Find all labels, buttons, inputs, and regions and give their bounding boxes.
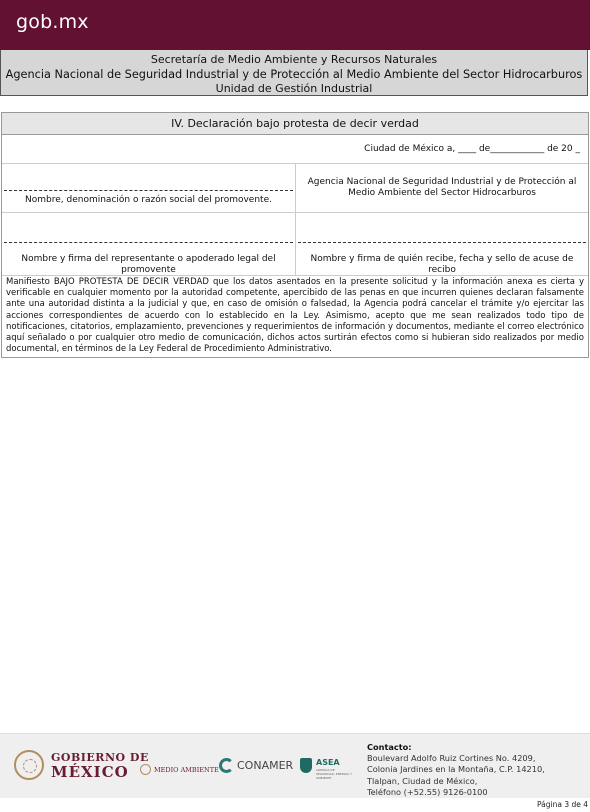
manifest-paragraph: Manifiesto BAJO PROTESTA DE DECIR VERDAD que los datos asentados en la presente solicitud y la información anexa es cierta y verificable en cualquier momento por la autoridad competente, apercibido de las penas en que incurren quienes declaran falsamente ante una autoridad distinta a la judicial y que, en caso de omisión o falsedad, la Agencia podrá cancelar el trámite y/o ejercitar las acciones correspondientes de acuerdo con lo establecido en la Ley. Asimismo, acepto que me sean realizados todo tipo de notificaciones, citatorios, emplazamiento, prevenciones y requerimientos de información y documentos, mediante el correo electrónico aquí señalado o por cualquier otro medio de comunicación, dichos actos surtirán efectos como si hubieran sido realizados por medio documental, en términos de la Ley Federal de Procedimiento Administrativo. (6, 277, 584, 355)
promovente-caption: Nombre, denominación o razón social del promovente. (25, 195, 272, 205)
agency-box-cell (296, 164, 588, 212)
promovente-signature-line (4, 190, 293, 191)
agency-header (0, 50, 588, 96)
receptor-caption: Nombre y firma de quién recibe, fecha y sello de acuse de recibo (310, 254, 574, 275)
contact-address-line3: Tlalpan, Ciudad de México, (367, 775, 478, 786)
conamer-logo (219, 758, 293, 773)
representante-signature-line (4, 242, 293, 243)
gob-logo-line2: MÉXICO (51, 763, 129, 781)
medio-ambiente-logo (140, 764, 219, 775)
national-seal-icon (14, 750, 44, 780)
agency-box-text: Agencia Nacional de Seguridad Industrial y de Protección al Medio Ambiente del Sector Hidrocarburos (307, 177, 577, 198)
contact-address-line2: Colonia Jardines en la Montaña, C.P. 14210, (367, 764, 545, 775)
asea-text: ASEA (316, 758, 340, 767)
agency-line-asea: Agencia Nacional de Seguridad Industrial y de Protección al Medio Ambiente del Sector Hidrocarburos (5, 67, 583, 81)
gobmx-brand-link[interactable]: gob.mx (16, 11, 89, 33)
asea-logo (300, 758, 352, 780)
footer (0, 733, 590, 798)
promovente-signature-cell[interactable] (2, 164, 296, 212)
contact-title: Contacto: (367, 742, 412, 752)
page-number: Página 3 de 4 (536, 800, 588, 809)
representante-signature-cell[interactable] (2, 213, 296, 275)
medio-ambiente-emblem-icon (140, 764, 151, 775)
asea-shield-icon (300, 758, 312, 773)
conamer-ring-icon (219, 758, 234, 773)
contact-phone[interactable]: Teléfono (+52.55) 9126-0100 (367, 786, 488, 797)
contact-address-line1: Boulevard Adolfo Ruiz Cortines No. 4209, (367, 753, 536, 764)
agency-line-unit: Unidad de Gestión Industrial (215, 82, 373, 95)
date-row (2, 135, 588, 164)
receptor-signature-cell[interactable] (296, 213, 588, 275)
receptor-signature-line (298, 242, 586, 243)
representante-caption: Nombre y firma del representante o apoderado legal del promovente (21, 254, 276, 275)
declaration-form (1, 112, 589, 358)
gobierno-de-mexico-logo (14, 750, 149, 780)
section-title: IV. Declaración bajo protesta de decir verdad (2, 113, 588, 135)
gobmx-header-bar (0, 0, 590, 50)
signature-row-1 (2, 164, 588, 213)
conamer-text: CONAMER (237, 759, 294, 772)
date-line-field[interactable]: Ciudad de México a, ____ de____________ de 20 _ (364, 144, 580, 154)
medio-ambiente-text: MEDIO AMBIENTE (154, 765, 219, 774)
agency-line-secretaria: Secretaría de Medio Ambiente y Recursos Naturales (150, 53, 438, 66)
signature-row-2 (2, 213, 588, 276)
gob-logo-line1: GOBIERNO DE (51, 751, 149, 764)
contact-block (367, 742, 545, 798)
asea-subtext: AGENCIA DE SEGURIDAD, ENERGÍA Y AMBIENTE (316, 768, 352, 780)
